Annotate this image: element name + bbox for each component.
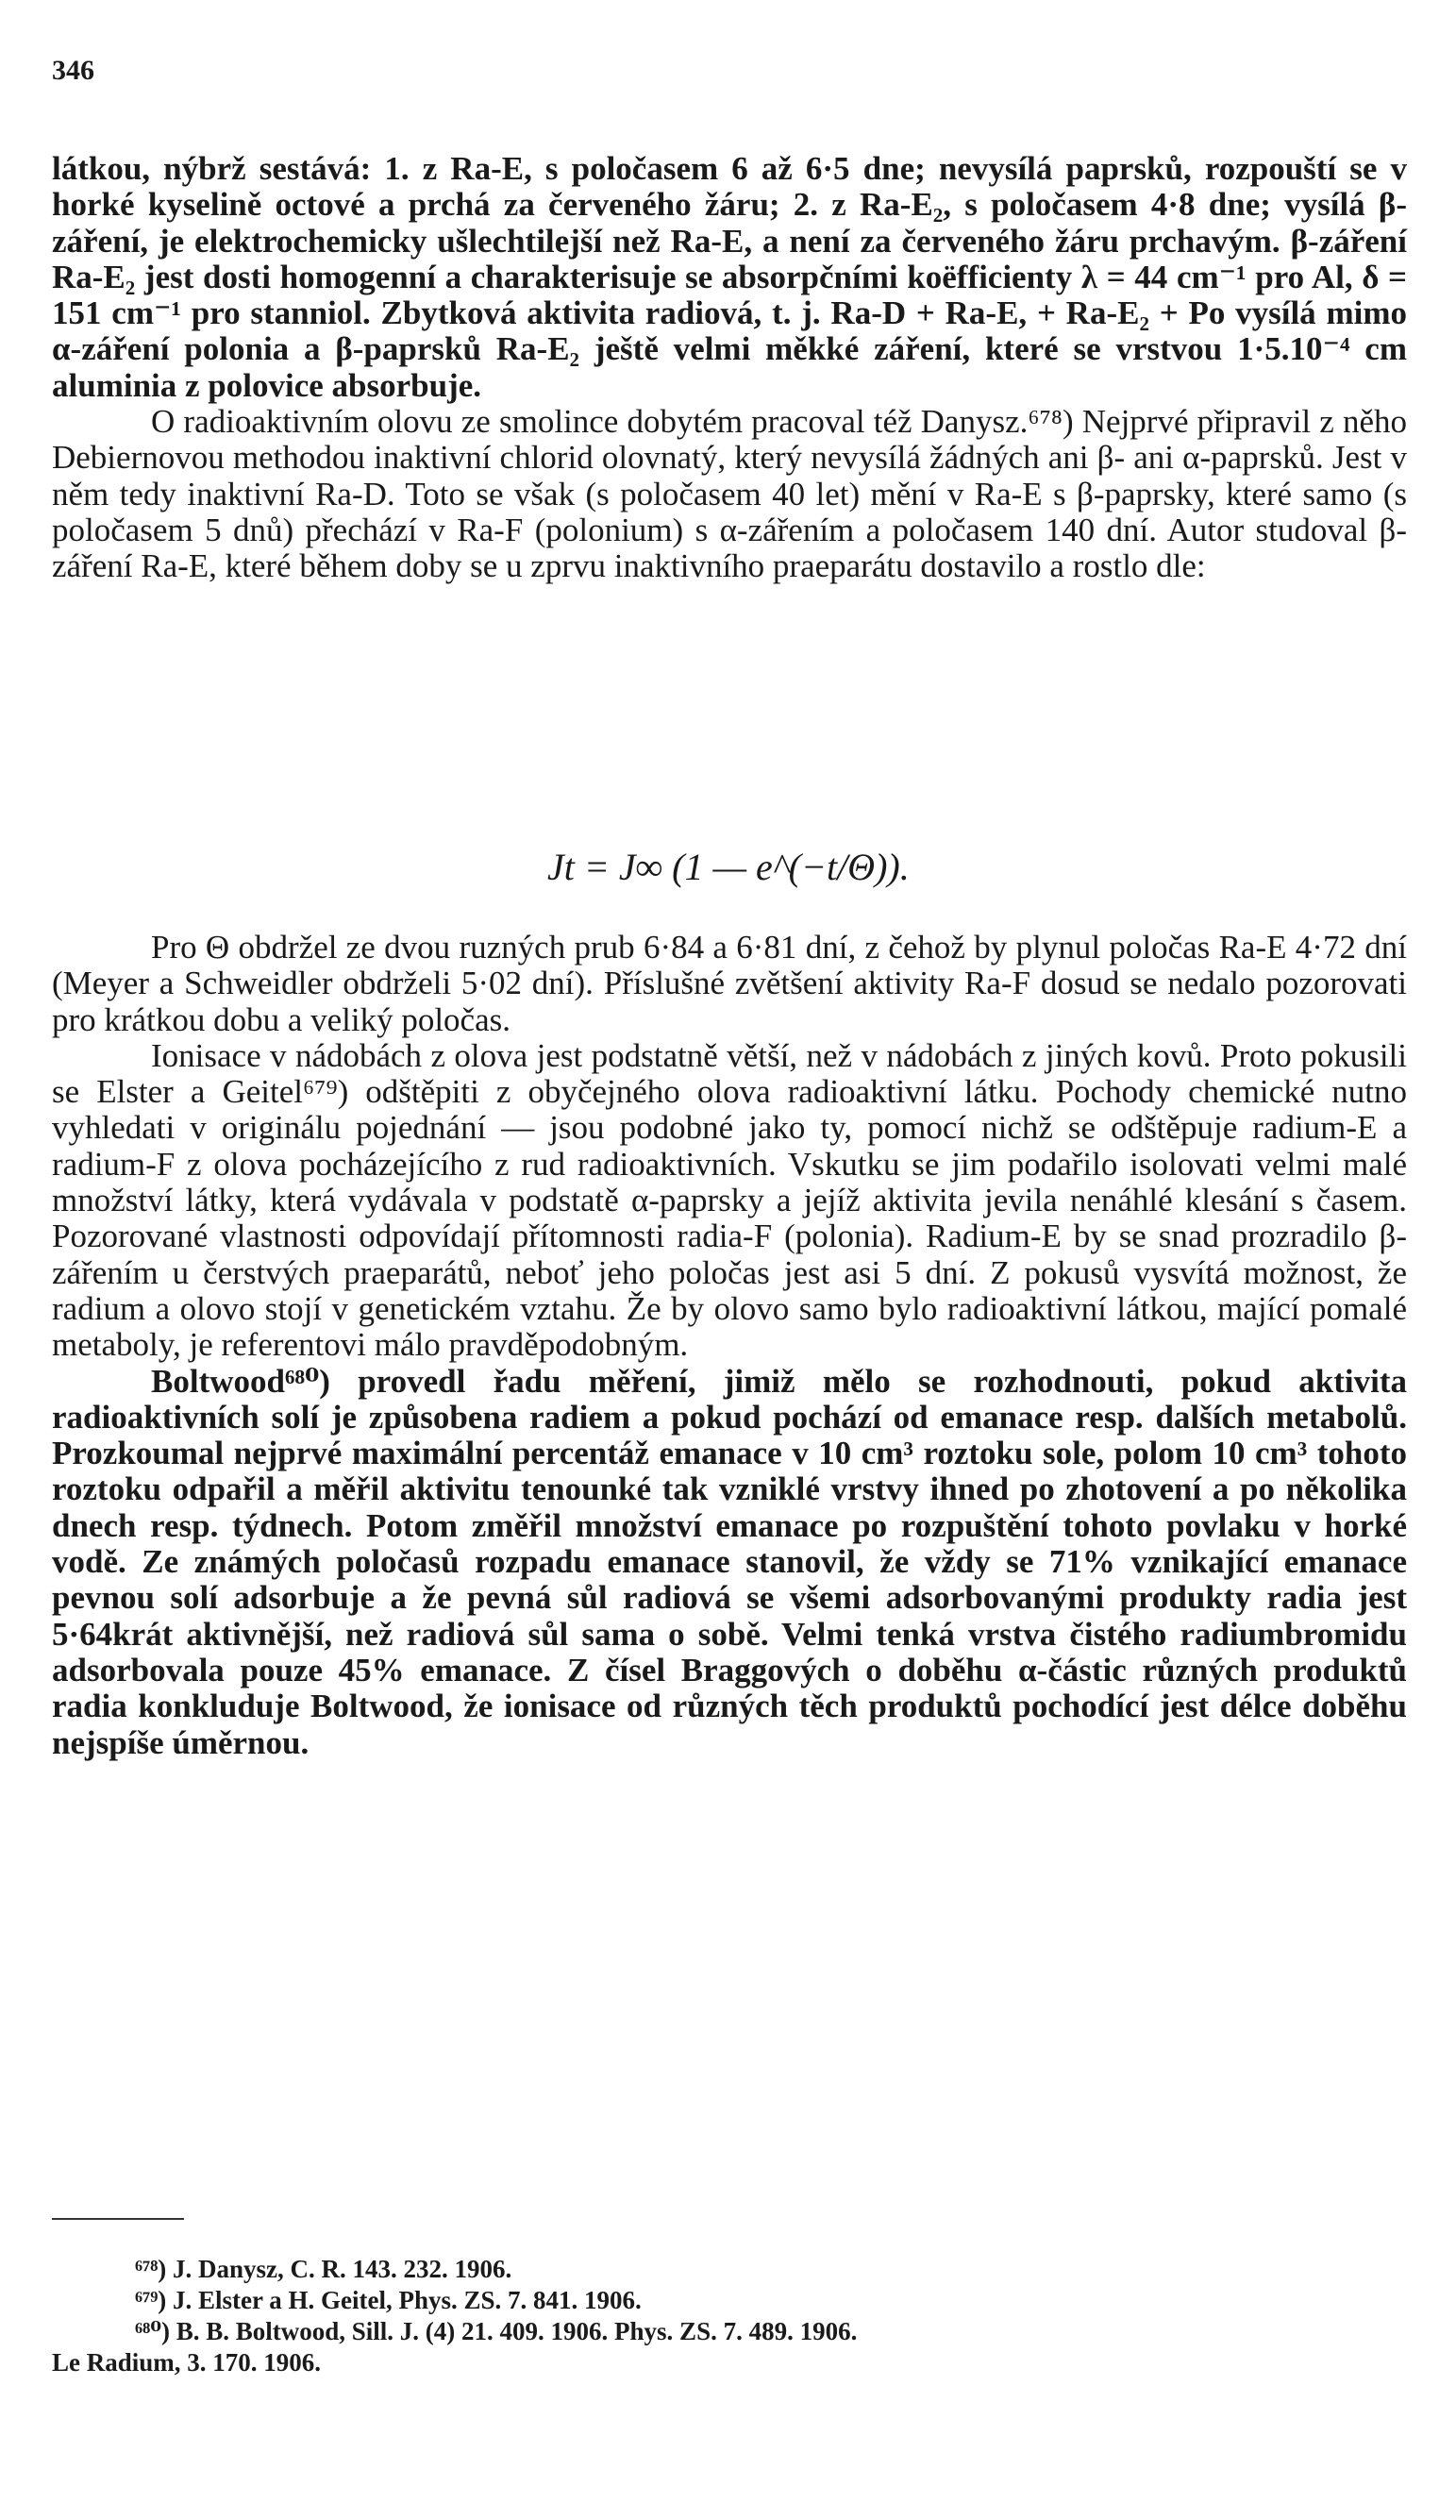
paragraph-continuation: látkou, nýbrž sestává: 1. z Ra-E, s poločasem 6 až 6·5 dne; nevysílá paprsků, rozpouští se v horké kyselině octové a prchá za červeného žáru; 2. z Ra-E₂, s poločasem 4·8 dne; vysílá β-záření, je elektrochemicky ušlechtilejší než Ra-E, a není za červeného žáru prchavým. β-záření Ra-E₂ jest dosti homogenní a charakterisuje se absorpčními koëfficienty λ = 44 cm⁻¹ pro Al, δ = 151 cm⁻¹ pro stanniol. Zbytková aktivita radiová, t. j. Ra-D + Ra-E, + Ra-E₂ + Po vysílá mimo α-záření polonia a β-paprsků Ra-E₂ ještě velmi měkké záření, které se vrstvou 1·5.10⁻⁴ cm aluminia z polovice absorbuje.	[52, 150, 1407, 404]
footnote-680: ⁶⁸⁰) B. B. Boltwood, Sill. J. (4) 21. 409. 1906. Phys. ZS. 7. 489. 1906.	[135, 2317, 858, 2345]
paragraph-meyer-schweidler: Pro Θ obdržel ze dvou ruzných prub 6·84 a 6·81 dní, z čehož by plynul poločas Ra-E 4·72 dní (Meyer a Schweidler obdrželi 5·02 dní). Příslušné zvětšení aktivity Ra-F dosud se nedalo pozorovati pro krátkou dobu a veliký poločas.	[52, 929, 1407, 1038]
footnote-678: ⁶⁷⁸) J. Danysz, C. R. 143. 232. 1906.	[135, 2255, 512, 2283]
body-text-upper	[52, 151, 1407, 585]
footnotes	[52, 2254, 1407, 2378]
footnote-680-continuation: Le Radium, 3. 170. 1906.	[52, 2348, 322, 2377]
footnote-679: ⁶⁷⁹) J. Elster a H. Geitel, Phys. ZS. 7. 841. 1906.	[135, 2286, 642, 2314]
paragraph-boltwood: Boltwood⁶⁸⁰) provedl řadu měření, jimiž mělo se rozhodnouti, pokud aktivita radioaktivních solí je způsobena radiem a pokud pochází od emanace resp. dalších metabolů. Prozkoumal nejprvé maximální percentáž emanace v 10 cm³ roztoku sole, polom 10 cm³ tohoto roztoku odpařil a měřil aktivitu tenounké tak vzniklé vrstvy ihned po zhotovení a po několika dnech resp. týdnech. Potom změřil množství emanace po rozpuštění tohoto povlaku v horké vodě. Ze známých poločasů rozpadu emanace stanovil, že vždy se 71% vznikající emanace pevnou solí adsorbuje a že pevná sůl radiová se všemi adsorbovanými produkty radia jest 5·64krát aktivnější, než radiová sůl sama o sobě. Velmi tenká vrstva čistého radiumbromidu adsorbovala pouze 45% emanace. Z čísel Braggových o doběhu α-částic různých produktů radia konkluduje Boltwood, že ionisace od různých těch produktů pochodící jest délce doběhu nejspíše úměrnou.	[52, 1362, 1407, 1761]
equation: Jt = J∞ (1 — e^(−t/Θ)).	[547, 846, 910, 888]
paragraph-danysz: O radioaktivním olovu ze smolince dobytém pracoval též Danysz.⁶⁷⁸) Nejprvé připravil z něho Debiernovou methodou inaktivní chlorid olovnatý, který nevysílá žádných ani β- ani α-paprsků. Jest v něm tedy inaktivní Ra-D. Toto se však (s poločasem 40 let) mění v Ra-E s β-paprsky, které samo (s poločasem 5 dnů) přechází v Ra-F (polonium) s α-zářením a poločasem 140 dní. Autor studoval β-záření Ra-E, které během doby se u zprvu inaktivního praeparátu dostavilo a rostlo dle:	[52, 403, 1407, 585]
body-text-lower	[52, 930, 1407, 1761]
page-number: 346	[52, 55, 94, 86]
footnote-divider	[52, 2218, 184, 2220]
paragraph-elster-geitel: Ionisace v nádobách z olova jest podstatně větší, než v nádobách z jiných kovů. Proto pokusili se Elster a Geitel⁶⁷⁹) odštěpiti z obyčejného olova radioaktivní látku. Pochody chemické nutno vyhledati v originálu pojednání — jsou podobné jako ty, pomocí nichž se odštěpuje radium-E a radium-F z olova pocházejícího z rud radioaktivních. Vskutku se jim podařilo isolovati velmi malé množství látky, která vydávala v podstatě α-paprsky a jejíž aktivita jevila nenáhlé klesání s časem. Pozorované vlastnosti odpovídají přítomnosti radia-F (polonia). Radium-E by se snad prozradilo β-zářením u čerstvých praeparátů, neboť jeho poločas jest asi 5 dní. Z pokusů vysvítá možnost, že radium a olovo stojí v genetickém vztahu. Že by olovo samo bylo radioaktivní látkou, mající pomalé metaboly, je referentovi málo pravděpodobným.	[52, 1036, 1407, 1364]
